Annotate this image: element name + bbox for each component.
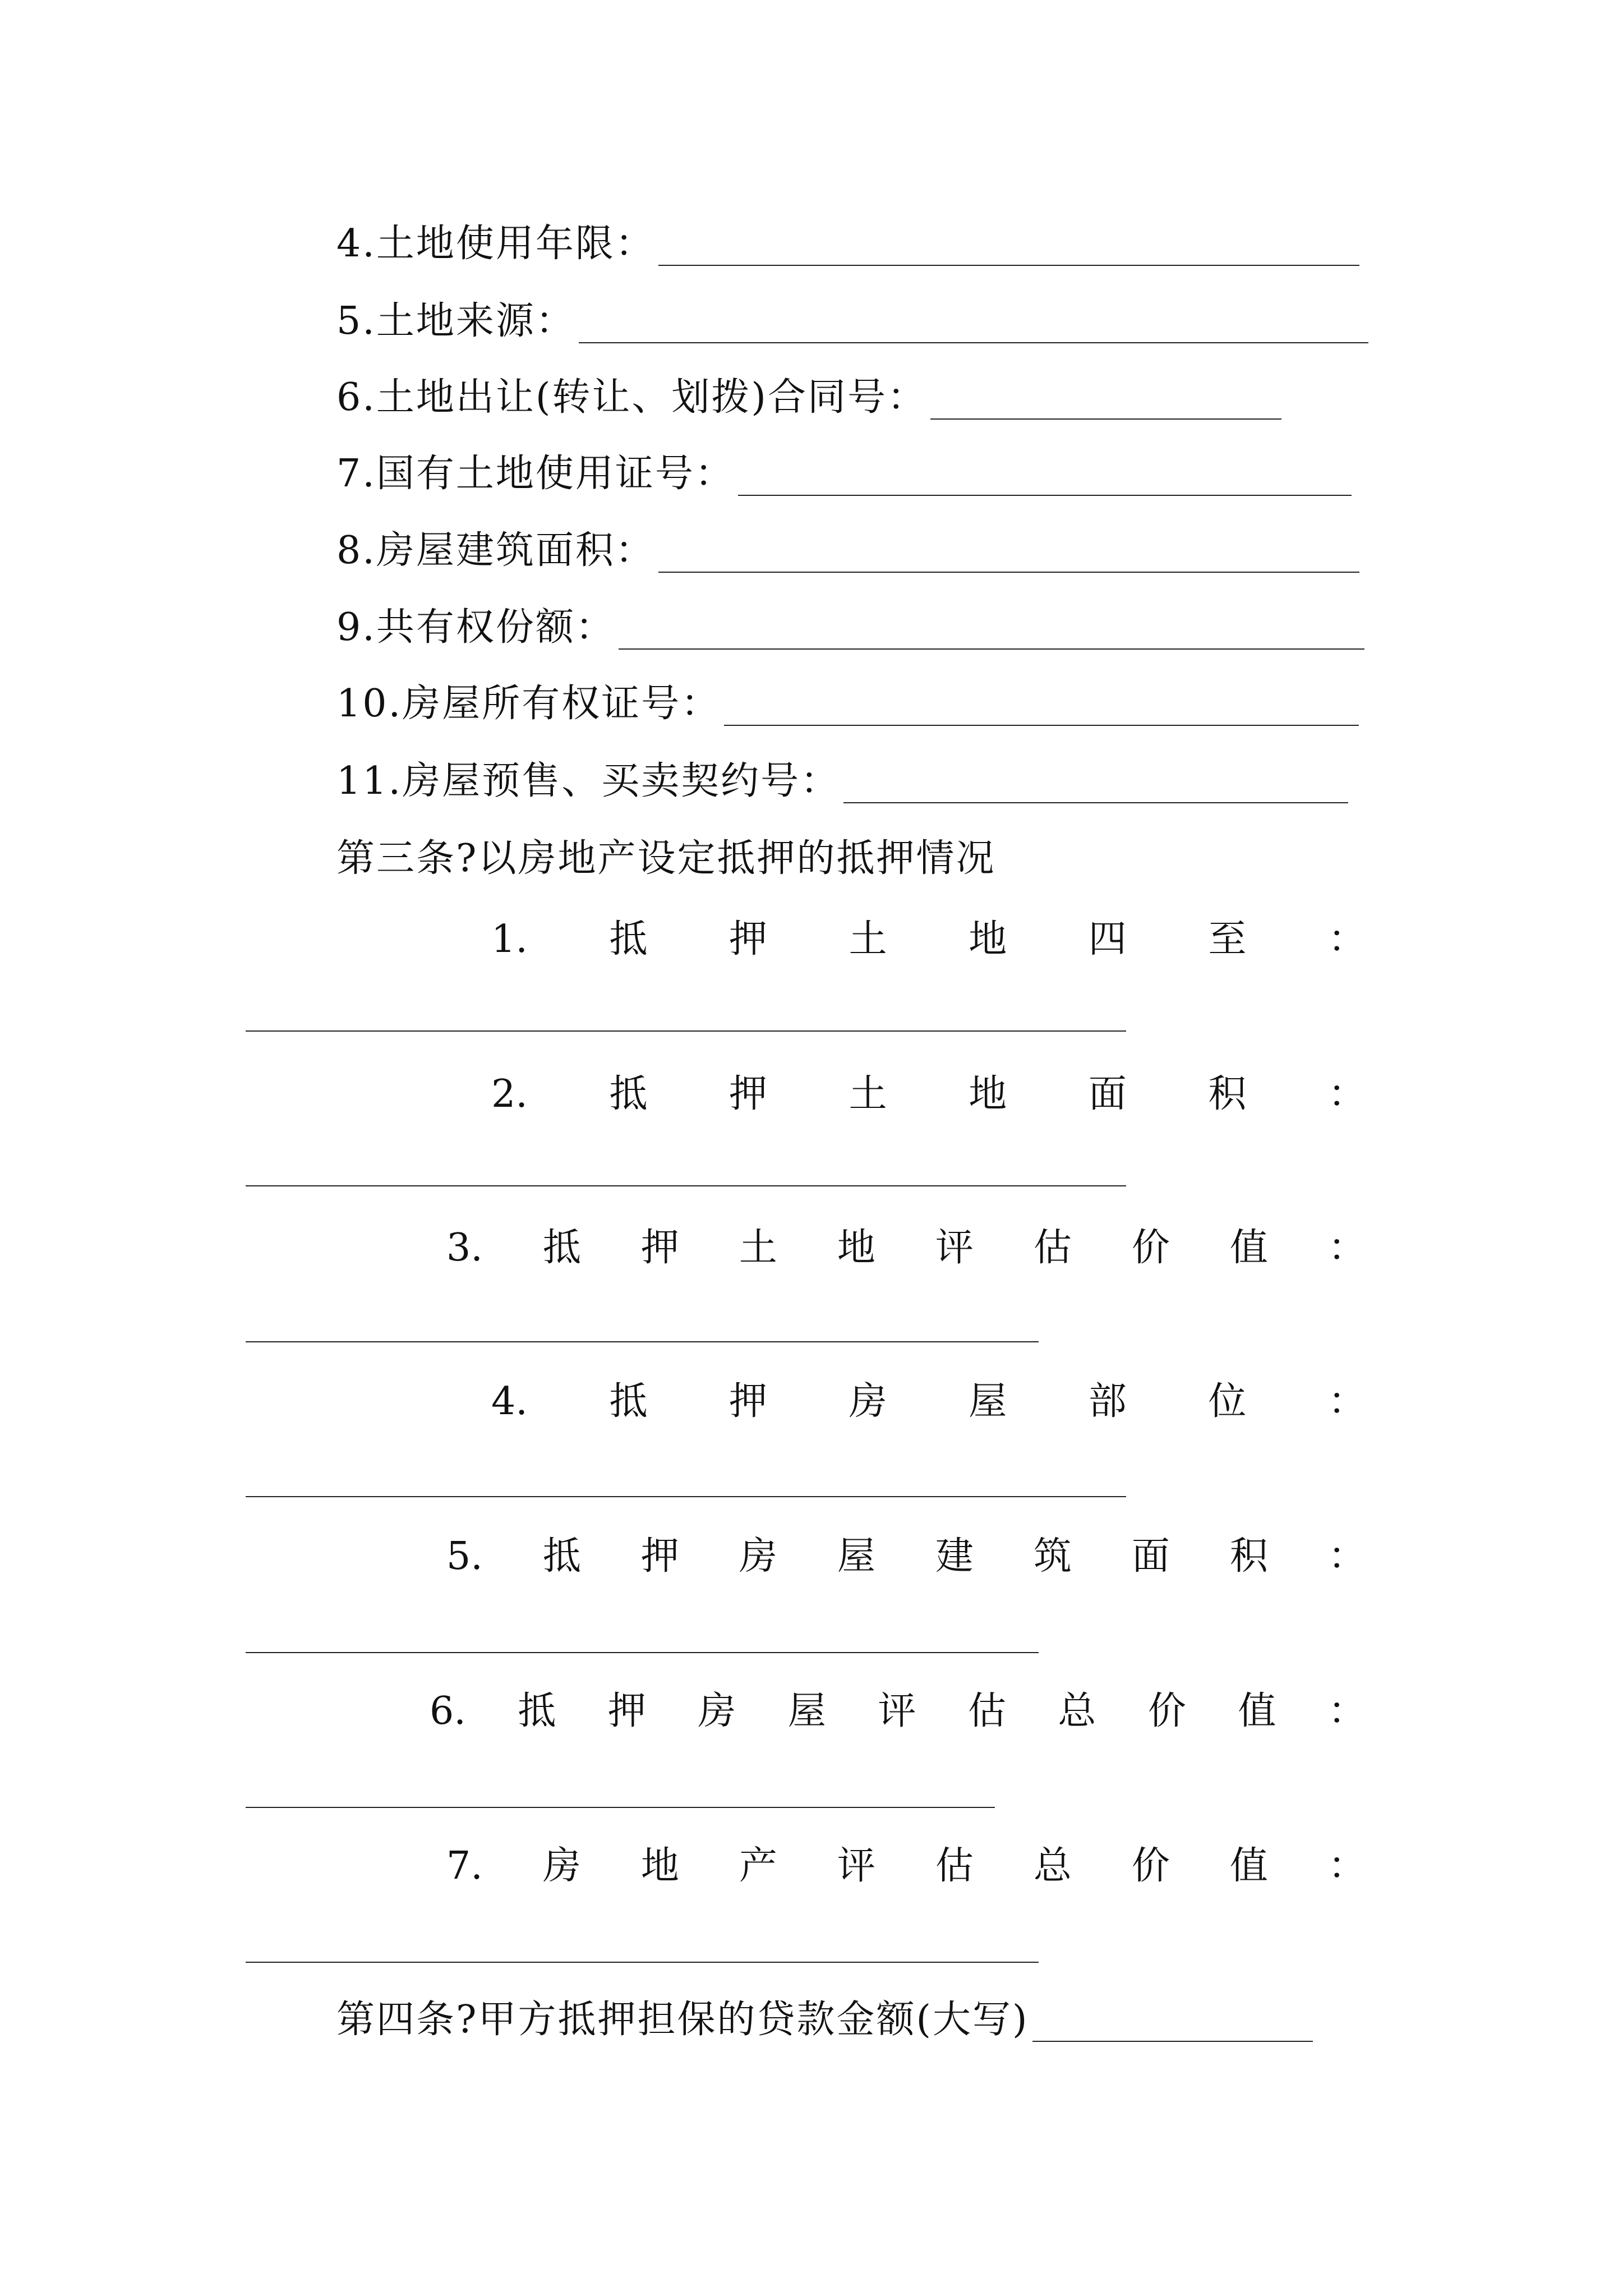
fill-blank[interactable] <box>579 342 1368 343</box>
char: 产 <box>739 1844 777 1888</box>
char: 屋 <box>837 1534 875 1579</box>
article-3-item-3 <box>446 1223 1366 1273</box>
char: 抵 <box>518 1689 556 1733</box>
item-label: 11.房屋预售、买卖契约号： <box>336 759 841 803</box>
item-label: 7.国有土地使用证号： <box>336 452 735 496</box>
char: 地 <box>640 1844 679 1888</box>
fill-blank[interactable] <box>246 1496 1126 1497</box>
char: 总 <box>1058 1689 1096 1733</box>
char: 抵 <box>609 917 648 961</box>
char: 四 <box>1088 917 1127 961</box>
char: 面 <box>1131 1534 1170 1579</box>
char: 土 <box>849 1072 887 1116</box>
char: 建 <box>935 1534 974 1579</box>
char: 估 <box>967 1689 1006 1733</box>
char: 押 <box>729 917 768 961</box>
char: 值 <box>1229 1844 1268 1888</box>
char: 位 <box>1208 1379 1247 1424</box>
colon: ： <box>1327 917 1366 961</box>
char: 积 <box>1208 1072 1247 1116</box>
fill-blank[interactable] <box>1032 2040 1313 2042</box>
char: 房 <box>739 1534 777 1579</box>
char: 抵 <box>609 1379 648 1424</box>
fill-blank[interactable] <box>658 264 1359 266</box>
fill-blank[interactable] <box>843 802 1348 803</box>
article-3-item-7 <box>446 1841 1366 1892</box>
item-number: 3. <box>446 1226 483 1270</box>
char: 房 <box>698 1689 736 1733</box>
colon: ： <box>1327 1226 1366 1270</box>
fill-blank[interactable] <box>246 1030 1126 1032</box>
char: 部 <box>1088 1379 1127 1424</box>
item-number: 5. <box>446 1534 483 1579</box>
item-label: 5.土地来源： <box>336 299 575 343</box>
char: 评 <box>935 1226 974 1270</box>
char: 总 <box>1033 1844 1072 1888</box>
fill-blank[interactable] <box>658 571 1359 573</box>
item-land-source <box>336 296 1368 347</box>
char: 地 <box>969 917 1007 961</box>
char: 押 <box>729 1379 768 1424</box>
fill-blank[interactable] <box>246 1806 995 1808</box>
article-3-item-1 <box>491 914 1366 965</box>
char: 房 <box>849 1379 887 1424</box>
article-3-item-5 <box>446 1531 1366 1582</box>
article-3-heading <box>336 834 995 884</box>
item-label: 10.房屋所有权证号： <box>336 682 721 726</box>
char: 屋 <box>787 1689 826 1733</box>
item-land-use-term <box>336 219 1359 269</box>
item-transfer-contract-no <box>336 372 1281 423</box>
char: 押 <box>640 1226 679 1270</box>
item-house-certificate-no <box>336 679 1359 729</box>
char: 价 <box>1147 1689 1186 1733</box>
char: 筑 <box>1033 1534 1072 1579</box>
item-number: 6. <box>430 1689 466 1733</box>
item-co-ownership-share <box>336 602 1364 653</box>
item-label: 9.共有权份额： <box>336 605 615 650</box>
article-3-title: 第三条?以房地产设定抵押的抵押情况 <box>336 836 996 881</box>
item-land-certificate-no <box>336 449 1352 499</box>
article-4-title: 第四条?甲方抵押担保的贷款金额(大写) <box>336 1998 1029 2042</box>
char: 价 <box>1131 1226 1170 1270</box>
item-number: 2. <box>491 1072 528 1116</box>
char: 地 <box>837 1226 875 1270</box>
item-label: 6.土地出让(转让、划拨)合同号： <box>336 375 927 420</box>
char: 押 <box>729 1072 768 1116</box>
fill-blank[interactable] <box>738 494 1352 496</box>
colon: ： <box>1327 1379 1366 1424</box>
item-number: 1. <box>491 917 528 961</box>
char: 押 <box>640 1534 679 1579</box>
char: 值 <box>1229 1226 1268 1270</box>
char: 积 <box>1229 1534 1268 1579</box>
char: 至 <box>1208 917 1247 961</box>
item-presale-contract-no <box>336 756 1348 807</box>
char: 抵 <box>542 1226 581 1270</box>
char: 屋 <box>969 1379 1007 1424</box>
item-label: 4.土地使用年限： <box>336 222 655 266</box>
article-3-item-6 <box>430 1686 1366 1737</box>
item-number: 4. <box>491 1379 528 1424</box>
colon: ： <box>1327 1844 1366 1888</box>
char: 评 <box>878 1689 916 1733</box>
fill-blank[interactable] <box>619 648 1364 650</box>
char: 值 <box>1238 1689 1276 1733</box>
char: 地 <box>969 1072 1007 1116</box>
colon: ： <box>1327 1534 1366 1579</box>
item-building-area <box>336 526 1359 576</box>
colon: ： <box>1327 1072 1366 1116</box>
item-number: 7. <box>446 1844 483 1888</box>
char: 土 <box>849 917 887 961</box>
char: 抵 <box>542 1534 581 1579</box>
article-3-item-4 <box>491 1377 1366 1427</box>
fill-blank[interactable] <box>724 724 1359 726</box>
char: 房 <box>542 1844 581 1888</box>
char: 估 <box>935 1844 974 1888</box>
char: 估 <box>1033 1226 1072 1270</box>
fill-blank[interactable] <box>246 1185 1126 1186</box>
fill-blank[interactable] <box>246 1341 1039 1342</box>
char: 价 <box>1131 1844 1170 1888</box>
char: 抵 <box>609 1072 648 1116</box>
char: 土 <box>739 1226 777 1270</box>
fill-blank[interactable] <box>930 418 1281 420</box>
article-3-item-2 <box>491 1069 1366 1120</box>
item-label: 8.房屋建筑面积： <box>336 528 655 573</box>
colon: ： <box>1327 1689 1366 1733</box>
article-4-heading <box>336 1995 1313 2045</box>
fill-blank[interactable] <box>246 1651 1039 1653</box>
fill-blank[interactable] <box>246 1961 1039 1963</box>
char: 押 <box>607 1689 646 1733</box>
char: 评 <box>837 1844 875 1888</box>
char: 面 <box>1088 1072 1127 1116</box>
